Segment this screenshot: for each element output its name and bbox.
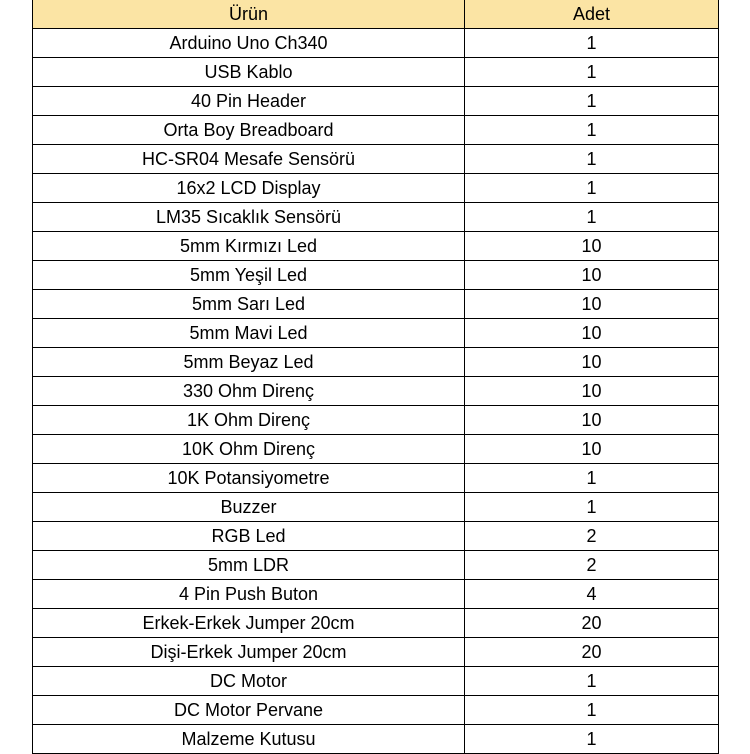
quantity-cell: 1 [465,725,719,754]
product-name-cell: 5mm LDR [33,551,465,580]
product-name-cell: Arduino Uno Ch340 [33,29,465,58]
product-name-cell: 5mm Yeşil Led [33,261,465,290]
table-row [33,116,719,145]
table-row [33,725,719,754]
product-name-cell: 16x2 LCD Display [33,174,465,203]
product-name-cell: 4 Pin Push Buton [33,580,465,609]
table-row [33,638,719,667]
table-row [33,203,719,232]
quantity-cell: 1 [465,493,719,522]
table-row [33,174,719,203]
table-row [33,551,719,580]
quantity-cell: 2 [465,551,719,580]
table-row [33,348,719,377]
table-row [33,319,719,348]
quantity-cell: 20 [465,638,719,667]
product-name-cell: LM35 Sıcaklık Sensörü [33,203,465,232]
product-name-cell: RGB Led [33,522,465,551]
table-row [33,377,719,406]
table-row [33,261,719,290]
table-row [33,493,719,522]
quantity-cell: 1 [465,87,719,116]
product-name-cell: 10K Ohm Direnç [33,435,465,464]
table-body [33,29,719,754]
quantity-cell: 10 [465,261,719,290]
table-row [33,667,719,696]
quantity-cell: 1 [465,116,719,145]
table-row [33,464,719,493]
table-row [33,232,719,261]
quantity-cell: 4 [465,580,719,609]
quantity-cell: 1 [465,464,719,493]
product-name-cell: Dişi-Erkek Jumper 20cm [33,638,465,667]
quantity-cell: 1 [465,174,719,203]
quantity-cell: 10 [465,232,719,261]
product-name-cell: 10K Potansiyometre [33,464,465,493]
table-row [33,87,719,116]
table-row [33,609,719,638]
product-name-cell: Malzeme Kutusu [33,725,465,754]
quantity-cell: 1 [465,696,719,725]
parts-list-sheet [32,0,718,752]
table-row [33,406,719,435]
table-row [33,522,719,551]
table-row [33,29,719,58]
quantity-cell: 10 [465,348,719,377]
quantity-cell: 2 [465,522,719,551]
product-name-cell: Orta Boy Breadboard [33,116,465,145]
table-row [33,435,719,464]
product-name-cell: 40 Pin Header [33,87,465,116]
product-name-cell: 5mm Sarı Led [33,290,465,319]
column-header-quantity: Adet [465,0,719,29]
quantity-cell: 10 [465,435,719,464]
quantity-cell: 10 [465,377,719,406]
quantity-cell: 10 [465,406,719,435]
product-name-cell: 5mm Kırmızı Led [33,232,465,261]
column-header-product: Ürün [33,0,465,29]
product-name-cell: DC Motor [33,667,465,696]
quantity-cell: 10 [465,290,719,319]
header-row [33,0,719,29]
product-name-cell: 330 Ohm Direnç [33,377,465,406]
product-name-cell: HC-SR04 Mesafe Sensörü [33,145,465,174]
quantity-cell: 1 [465,203,719,232]
table-row [33,696,719,725]
quantity-cell: 1 [465,145,719,174]
table-row [33,290,719,319]
quantity-cell: 1 [465,667,719,696]
table-row [33,580,719,609]
product-name-cell: 5mm Beyaz Led [33,348,465,377]
product-name-cell: DC Motor Pervane [33,696,465,725]
quantity-cell: 1 [465,58,719,87]
product-name-cell: USB Kablo [33,58,465,87]
product-name-cell: Erkek-Erkek Jumper 20cm [33,609,465,638]
table-row [33,58,719,87]
quantity-cell: 10 [465,319,719,348]
quantity-cell: 1 [465,29,719,58]
product-name-cell: 5mm Mavi Led [33,319,465,348]
product-name-cell: 1K Ohm Direnç [33,406,465,435]
product-name-cell: Buzzer [33,493,465,522]
quantity-cell: 20 [465,609,719,638]
parts-table [32,0,719,754]
table-row [33,145,719,174]
